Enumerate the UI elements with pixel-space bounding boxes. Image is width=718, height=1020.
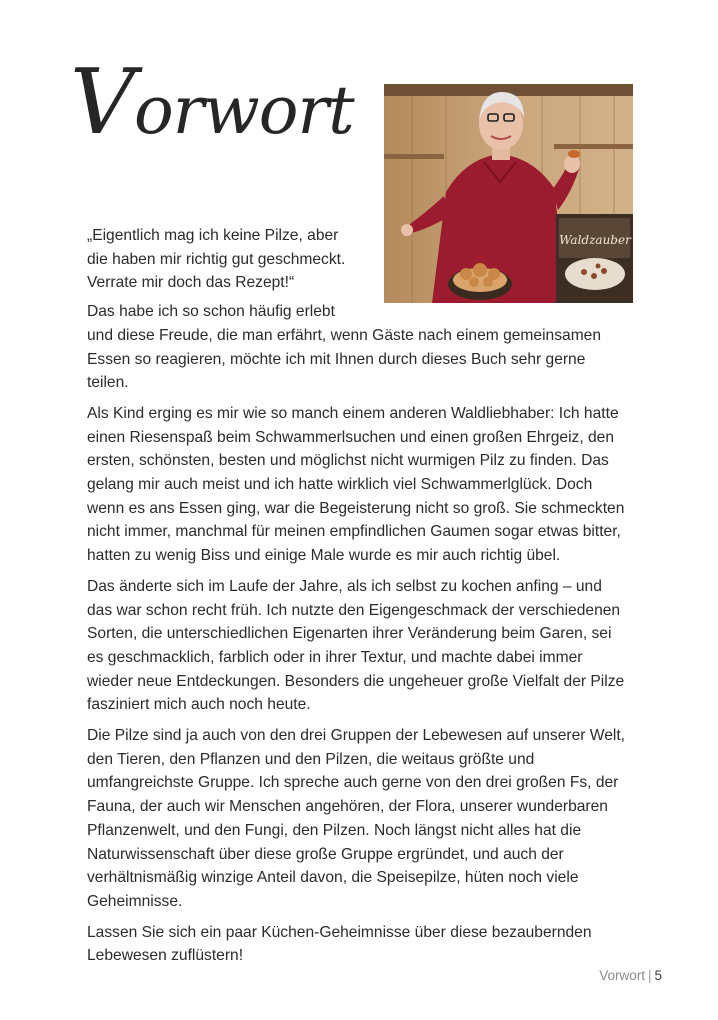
quote-line-1: „Eigentlich mag ich keine Pilze, aber	[87, 227, 339, 244]
title-initial: V	[70, 50, 134, 155]
paragraph-5: Lassen Sie sich ein paar Küchen-Geheimnisse über diese bezaubernden Lebewesen zuflüstern!	[87, 923, 592, 965]
quote-line-2: die haben mir richtig gut geschmeckt.	[87, 250, 346, 268]
page-footer	[599, 968, 662, 983]
quote-line-3: Verrate mir doch das Rezept!“	[87, 274, 295, 292]
paragraph-1: Das habe ich so schon häufig erlebt und diese Freude, die man erfährt, wenn Gäste nach einem gemeinsamen Essen so reagieren, möchte ich mit Ihnen durch dieses Buch sehr gerne teilen.	[87, 303, 602, 392]
body-text	[87, 224, 627, 975]
footer-section: Vorwort	[599, 968, 645, 983]
footer-separator: |	[647, 968, 652, 983]
paragraph-4: Die Pilze sind ja auch von den drei Gruppen der Lebewesen auf unserer Welt, den Tieren, den Pflanzen und den Pilzen, die weitaus größte und umfangreichste Gruppe. Ich spreche auch gerne von den drei großen Fs, der Fauna, der auch wir Menschen angehören, der Flora, unserer wunderbaren Pflanzenwelt, und den Fungi, den Pilzen. Noch längst nicht alles hat die Naturwissenschaft über diese große Gruppe ergründet, und auch der verhältnismäßig winzige Anteil davon, die Speisepilze, hüten noch viele Geheimnisse.	[87, 727, 626, 910]
page-number: 5	[654, 968, 662, 983]
title-rest: orwort	[134, 72, 354, 149]
page-title	[70, 50, 354, 155]
paragraph-3: Das änderte sich im Laufe der Jahre, als ich selbst zu kochen anfing – und das war schon recht früh. Ich nutzte den Eigengeschmack der verschiedenen Sorten, die unterschiedlichen Eigenarten ihrer Veränderung beim Garen, sei es geschmacklich, farblich oder in ihrer Textur, und machte dabei immer wieder neue Entdeckungen. Besonders die ungeheuer große Vielfalt der Pilze fasziniert mich auch noch heute.	[87, 577, 625, 714]
paragraph-2: Als Kind erging es mir wie so manch einem anderen Waldliebhaber: Ich hatte einen Riesenspaß beim Schwammerlsuchen und einen großen Ehrgeiz, den ersten, schönsten, besten und möglichst nicht wurmigen Pilz zu finden. Das gelang mir auch meist und ich hatte wirklich viel Schwammerlglück. Doch wenn es ans Essen ging, war die Begeisterung nicht so groß. Sie schmeckten nicht immer, manchmal für meinen empfindlichen Gaumen sogar etwas bitter, hatten zu wenig Biss und einige Male wurde es mir auch richtig übel.	[87, 404, 625, 565]
book-cover-title: Waldzauber	[559, 233, 631, 247]
